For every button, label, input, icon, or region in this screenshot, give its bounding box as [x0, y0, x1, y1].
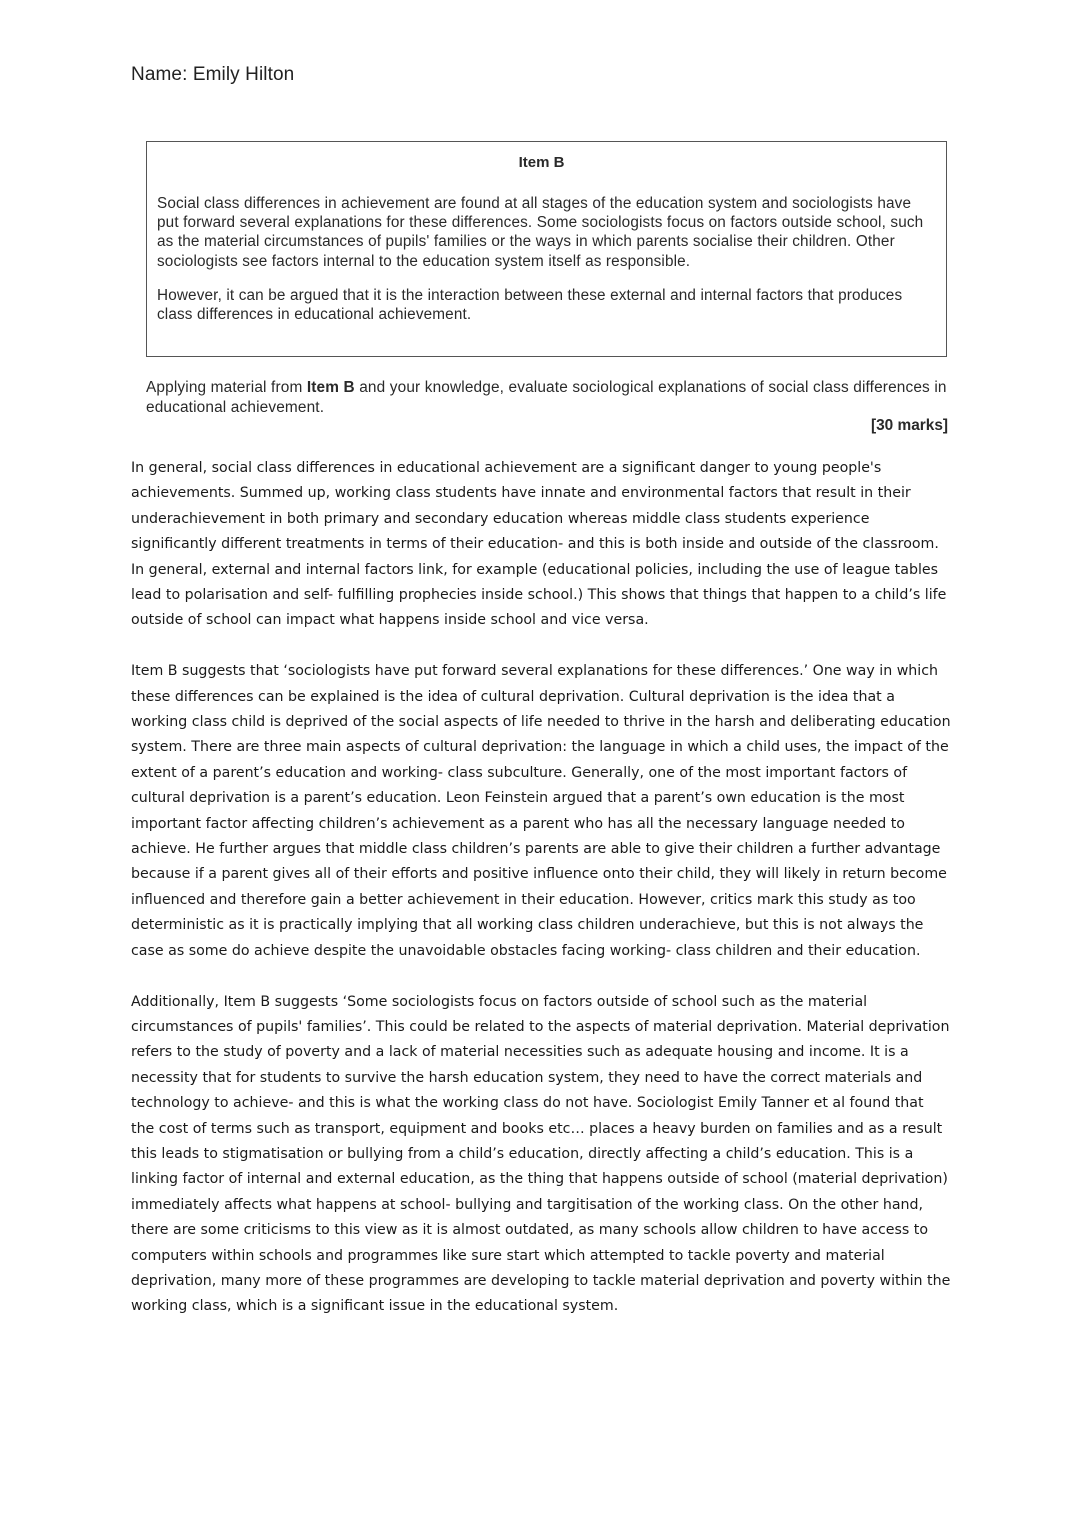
- item-b-paragraph-2: However, it can be argued that it is the interaction between these external and internal factors that produces class differences in educational achievement.: [157, 286, 903, 324]
- question-suffix: and your knowledge, evaluate sociological explanations of social class differences in educational achievement.: [146, 379, 947, 416]
- item-b-title: Item B: [518, 154, 565, 171]
- question-marks: [30 marks]: [871, 417, 948, 434]
- item-b-paragraph-1: Social class differences in achievement are found at all stages of the education system and sociologists have put forward several explanations for these differences. Some sociologists focus on factors outside school, such as the material circumstances of pupils' families or the ways in which parents socialise their children. Other sociologists see factors internal to the education system itself as responsible.: [157, 195, 924, 270]
- item-b-box: [146, 141, 947, 357]
- essay-paragraph-1: In general, social class differences in educational achievement are a significant danger to young people's achievements. Summed up, working class students have innate and environmental factors that result in their underachievement in both primary and secondary education whereas middle class students experience significantly different treatments in terms of their education- and this is both inside and outside of the classroom. In general, external and internal factors link, for example (educational policies, including the use of league tables lead to polarisation and self- fulfilling prophecies inside school.) This shows that things that happen to a child’s life outside of school can impact what happens inside school and vice versa.: [131, 460, 947, 629]
- exam-question: [146, 378, 948, 418]
- student-name: Name: Emily Hilton: [131, 64, 295, 85]
- essay-paragraph-3: Additionally, Item B suggests ‘Some sociologists focus on factors outside of school such as the material circumstances of pupils' families’. This could be related to the aspects of material deprivation. Material deprivation refers to the study of poverty and a lack of material necessities such as adequate housing and income. It is a necessity that for students to survive the harsh education system, they need to have the correct materials and technology to achieve- and this is what the working class do not have. Sociologist Emily Tanner et al found that the cost of terms such as transport, equipment and books etc… places a heavy burden on families and as a result this leads to stigmatisation or bullying from a child’s education, directly affecting a child’s education. This is a linking factor of internal and external education, as the thing that happens outside of school (material deprivation) immediately affects what happens at school- bullying and targitisation of the working class. On the other hand, there are some criticisms to this view as it is almost outdated, as many schools allow children to have access to computers within schools and programmes like sure start which attempted to tackle poverty and material deprivation, many more of these programmes are developing to tackle material deprivation and poverty within the working class, which is a significant issue in the educational system.: [131, 993, 951, 1315]
- essay-answer: [131, 456, 951, 1345]
- essay-paragraph-2: Item B suggests that ‘sociologists have put forward several explanations for these differences.’ One way in which these differences can be explained is the idea of cultural deprivation. Cultural deprivation is the idea that a working class child is deprived of the social aspects of life needed to thrive in the harsh and deliberating education system. There are three main aspects of cultural deprivation: the language in which a child uses, the impact of the extent of a parent’s education and working- class subculture. Generally, one of the most important factors of cultural deprivation is a parent’s education. Leon Feinstein argued that a parent’s own education is the most important factor affecting children’s achievement as a parent who has all the necessary language needed to achieve. He further argues that middle class children’s parents are able to give their children a further advantage because if a parent gives all of their efforts and positive influence onto their child, they will likely in return become influenced and therefore gain a better achievement in their education. However, critics mark this study as too deterministic as it is practically implying that all working class children underachieve, but this is not always the case as some do achieve despite the unavoidable obstacles facing working- class children and their education.: [131, 663, 951, 959]
- question-prefix: Applying material from: [146, 379, 307, 396]
- question-item-ref: Item B: [306, 379, 355, 396]
